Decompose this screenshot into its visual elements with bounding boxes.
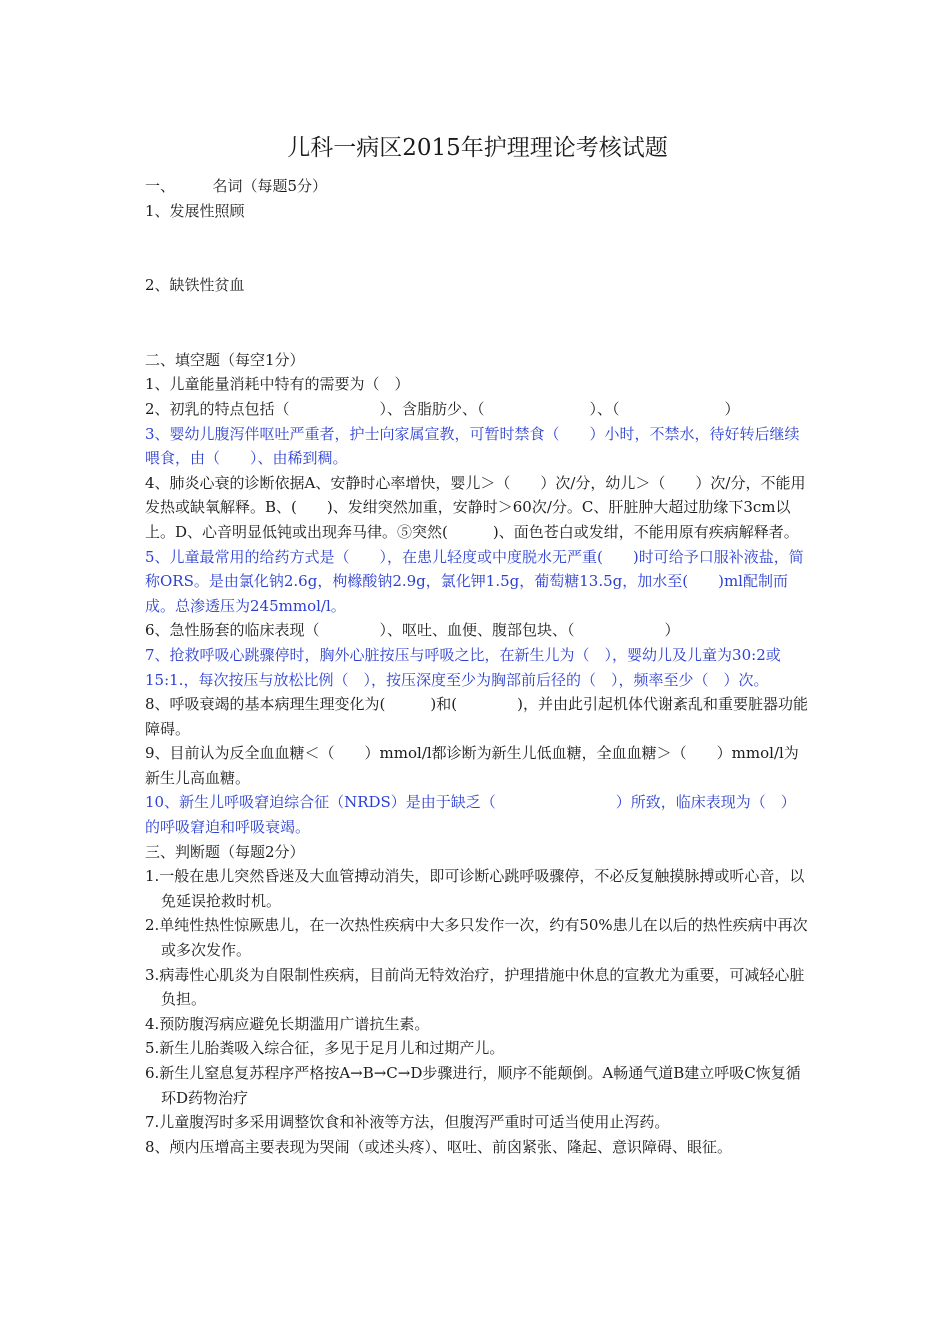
term-question-2: 2、缺铁性贫血 — [145, 276, 245, 295]
fill-question-6: 6、急性肠套的临床表现（ ）、呕吐、血便、腹部包块、（ ） — [145, 621, 680, 640]
fill-question-3: 3、婴幼儿腹泻伴呕吐严重者，护士向家属宣教，可暂时禁食（ ）小时，不禁水，待好转后继续喂食，由（ ）、由稀到稠。 — [145, 424, 800, 468]
fill-question-10: 10、新生儿呼吸窘迫综合征（NRDS）是由于缺乏（ ）所致，临床表现为（ ）的呼吸窘迫和呼吸衰竭。 — [145, 793, 796, 837]
fill-question-2: 2、初乳的特点包括（ ）、含脂肪少、（ ）、（ ） — [145, 399, 740, 418]
term-question-1: 1、发展性照顾 — [145, 201, 245, 220]
judge-question-6: 6.新生儿窒息复苏程序严格按A→B→C→D步骤进行，顺序不能颠倒。A畅通气道B建立呼吸C恢复循环D药物治疗 — [145, 1064, 801, 1107]
section2-heading: 二、填空题（每空1分） — [145, 350, 305, 369]
judge-question-2: 2.单纯性热性惊厥患儿，在一次热性疾病中大多只发作一次，约有50%患儿在以后的热性疾病中再次或多次发作。 — [145, 916, 808, 960]
section1-heading: 一、 名词（每题5分） — [145, 177, 328, 195]
judge-question-3: 3.病毒性心肌炎为自限制性疾病，目前尚无特效治疗，护理措施中休息的宣教尤为重要，可减轻心脏负担。 — [145, 965, 805, 1009]
judge-question-5: 5.新生儿胎粪吸入综合征，多见于足月儿和过期产儿。 — [145, 1039, 505, 1058]
fill-question-7: 7、抢救呼吸心跳骤停时，胸外心脏按压与呼吸之比，在新生儿为（ ），婴幼儿及儿童为30:2或15:1.，每次按压与放松比例（ ），按压深度至少为胸部前后径的（ ），频率至少（ ）次。 — [145, 645, 781, 689]
judge-question-8: 8、颅内压增高主要表现为哭闹（或述头疼）、呕吐、前囟紧张、隆起、意识障碍、眼征。 — [145, 1137, 733, 1156]
exam-title: 儿科一病区2015年护理理论考核试题 — [287, 135, 668, 161]
answer-space-1 — [145, 223, 810, 273]
exam-document — [145, 128, 810, 1159]
judge-question-4: 4.预防腹泻病应避免长期滥用广谱抗生素。 — [145, 1014, 430, 1033]
fill-question-5: 5、儿童最常用的给药方式是（ ），在患儿轻度或中度脱水无严重( )时可给予口服补液盐，简称ORS。是由氯化钠2.6g，枸橼酸钠2.9g，氯化钾1.5g，葡萄糖13.5g，加水至( )ml配制而成。总渗透压为245mmol/l。 — [145, 547, 804, 615]
fill-question-4: 4、肺炎心衰的诊断依据A、安静时心率增快，婴儿＞（ ）次/分，幼儿＞（ ）次/分，不能用发热或缺氧解释。B、( )、发绀突然加重，安静时＞60次/分。C、肝脏肿大超过肋缘下3cm以上。D、心音明显低钝或出现奔马律。⑤突然( )、面色苍白或发绀，不能用原有疾病解释者。 — [145, 473, 806, 541]
answer-space-2 — [145, 298, 810, 348]
section3-heading: 三、判断题（每题2分） — [145, 842, 305, 861]
judge-question-7: 7.儿童腹泻时多采用调整饮食和补液等方法，但腹泻严重时可适当使用止泻药。 — [145, 1113, 670, 1132]
fill-question-9: 9、目前认为反全血血糖＜（ ）mmol/l都诊断为新生儿低血糖，全血血糖＞（ ）mmol/l为新生儿高血糖。 — [145, 744, 799, 787]
fill-question-1: 1、儿童能量消耗中特有的需要为（ ） — [145, 375, 410, 394]
fill-question-8: 8、呼吸衰竭的基本病理生理变化为( )和( )，并由此引起机体代谢紊乱和重要脏器功能障碍。 — [145, 695, 808, 738]
judge-question-1: 1.一般在患儿突然昏迷及大血管搏动消失，即可诊断心跳呼吸骤停，不必反复触摸脉搏或听心音，以免延误抢救时机。 — [145, 867, 805, 910]
